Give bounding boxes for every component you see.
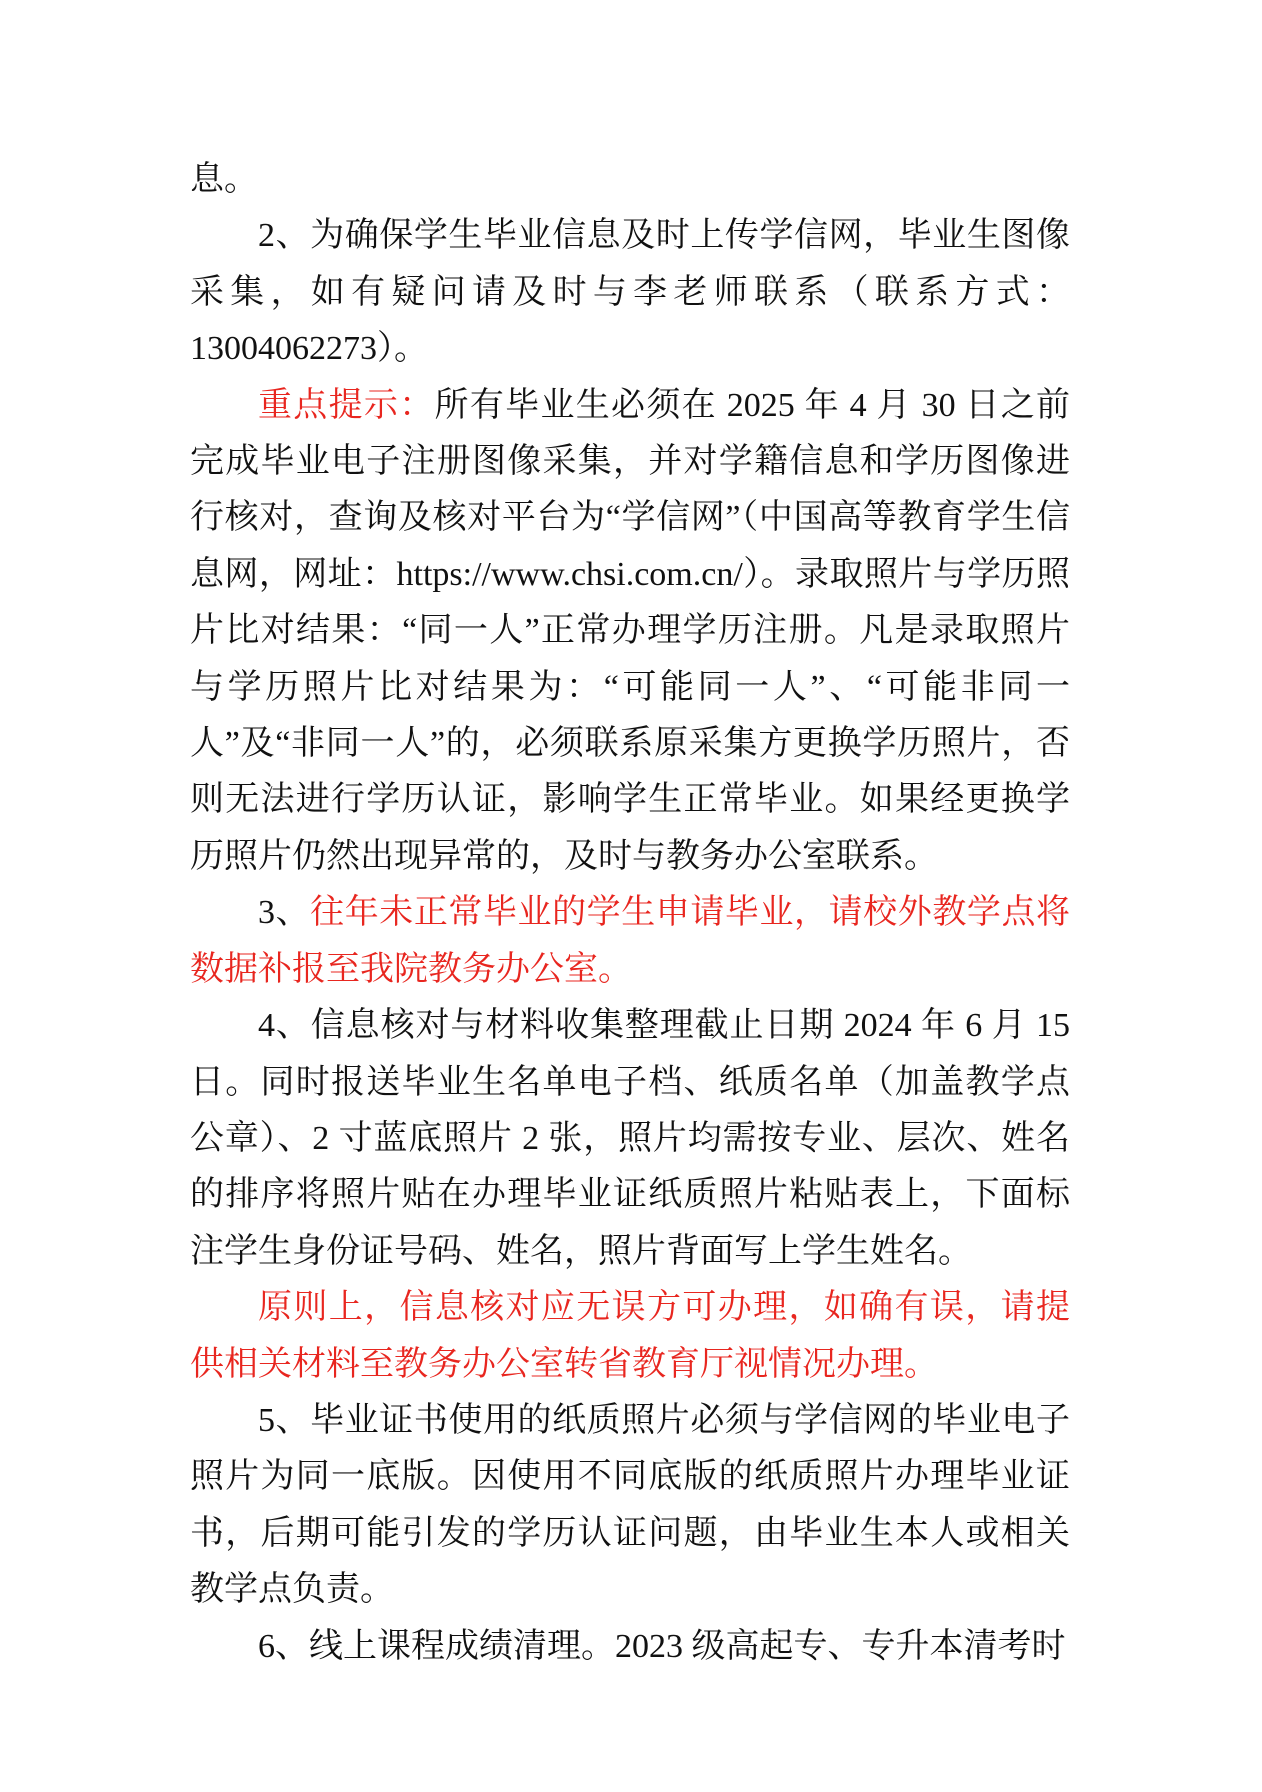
paragraph-principle-notice: 原则上，信息核对应无误方可办理，如确有误，请提供相关材料至教务办公室转省教育厅视情况办理。 — [190, 1289, 1070, 1383]
key-notice-text: 所有毕业生必须在 2025 年 4 月 30 日之前完成毕业电子注册图像采集，并对学籍信息和学历图像进行核对，查询及核对平台为“学信网”（中国高等教育学生信息网，网址：https://www.chsi.com.cn/）。录取照片与学历照片比对结果：“同一人”正常办理学历注册。凡是录取照片与学历照片比对结果为：“可能同一人”、“可能非同一人”及“非同一人”的，必须联系原采集方更换学历照片，否则无法进行学历认证，影响学生正常毕业。如果经更换学历照片仍然出现异常的，及时与教务办公室联系。 — [190, 386, 1071, 875]
paragraph-item-6: 6、线上课程成绩清理。2023 级高起专、专升本清考时 — [258, 1627, 1066, 1665]
item-3-number: 3、 — [258, 894, 311, 932]
paragraph-item-4: 4、信息核对与材料收集整理截止日期 2024 年 6 月 15 日。同时报送毕业生名单电子档、纸质名单（加盖教学点公章）、2 寸蓝底照片 2 张，照片均需按专业、层次、姓名的排序将照片贴在办理毕业证纸质照片粘贴表上，下面标注学生身份证号码、姓名，照片背面写上学生姓名。 — [190, 1007, 1070, 1270]
paragraph-item-3 — [190, 885, 1070, 998]
item-3-text: 往年未正常毕业的学生申请毕业，请校外教学点将数据补报至我院教务办公室。 — [190, 894, 1071, 988]
paragraph-key-notice — [190, 378, 1070, 886]
paragraph-continuation: 息。 — [190, 161, 258, 198]
paragraph-item-5: 5、毕业证书使用的纸质照片必须与学信网的毕业电子照片为同一底版。因使用不同底版的纸质照片办理毕业证书，后期可能引发的学历认证问题，由毕业生本人或相关教学点负责。 — [190, 1401, 1070, 1609]
document-body — [190, 152, 1070, 1675]
key-notice-label: 重点提示： — [258, 386, 435, 424]
paragraph-item-2: 2、为确保学生毕业信息及时上传学信网，毕业生图像采集，如有疑问请及时与李老师联系（联系方式：13004062273）。 — [190, 217, 1070, 368]
